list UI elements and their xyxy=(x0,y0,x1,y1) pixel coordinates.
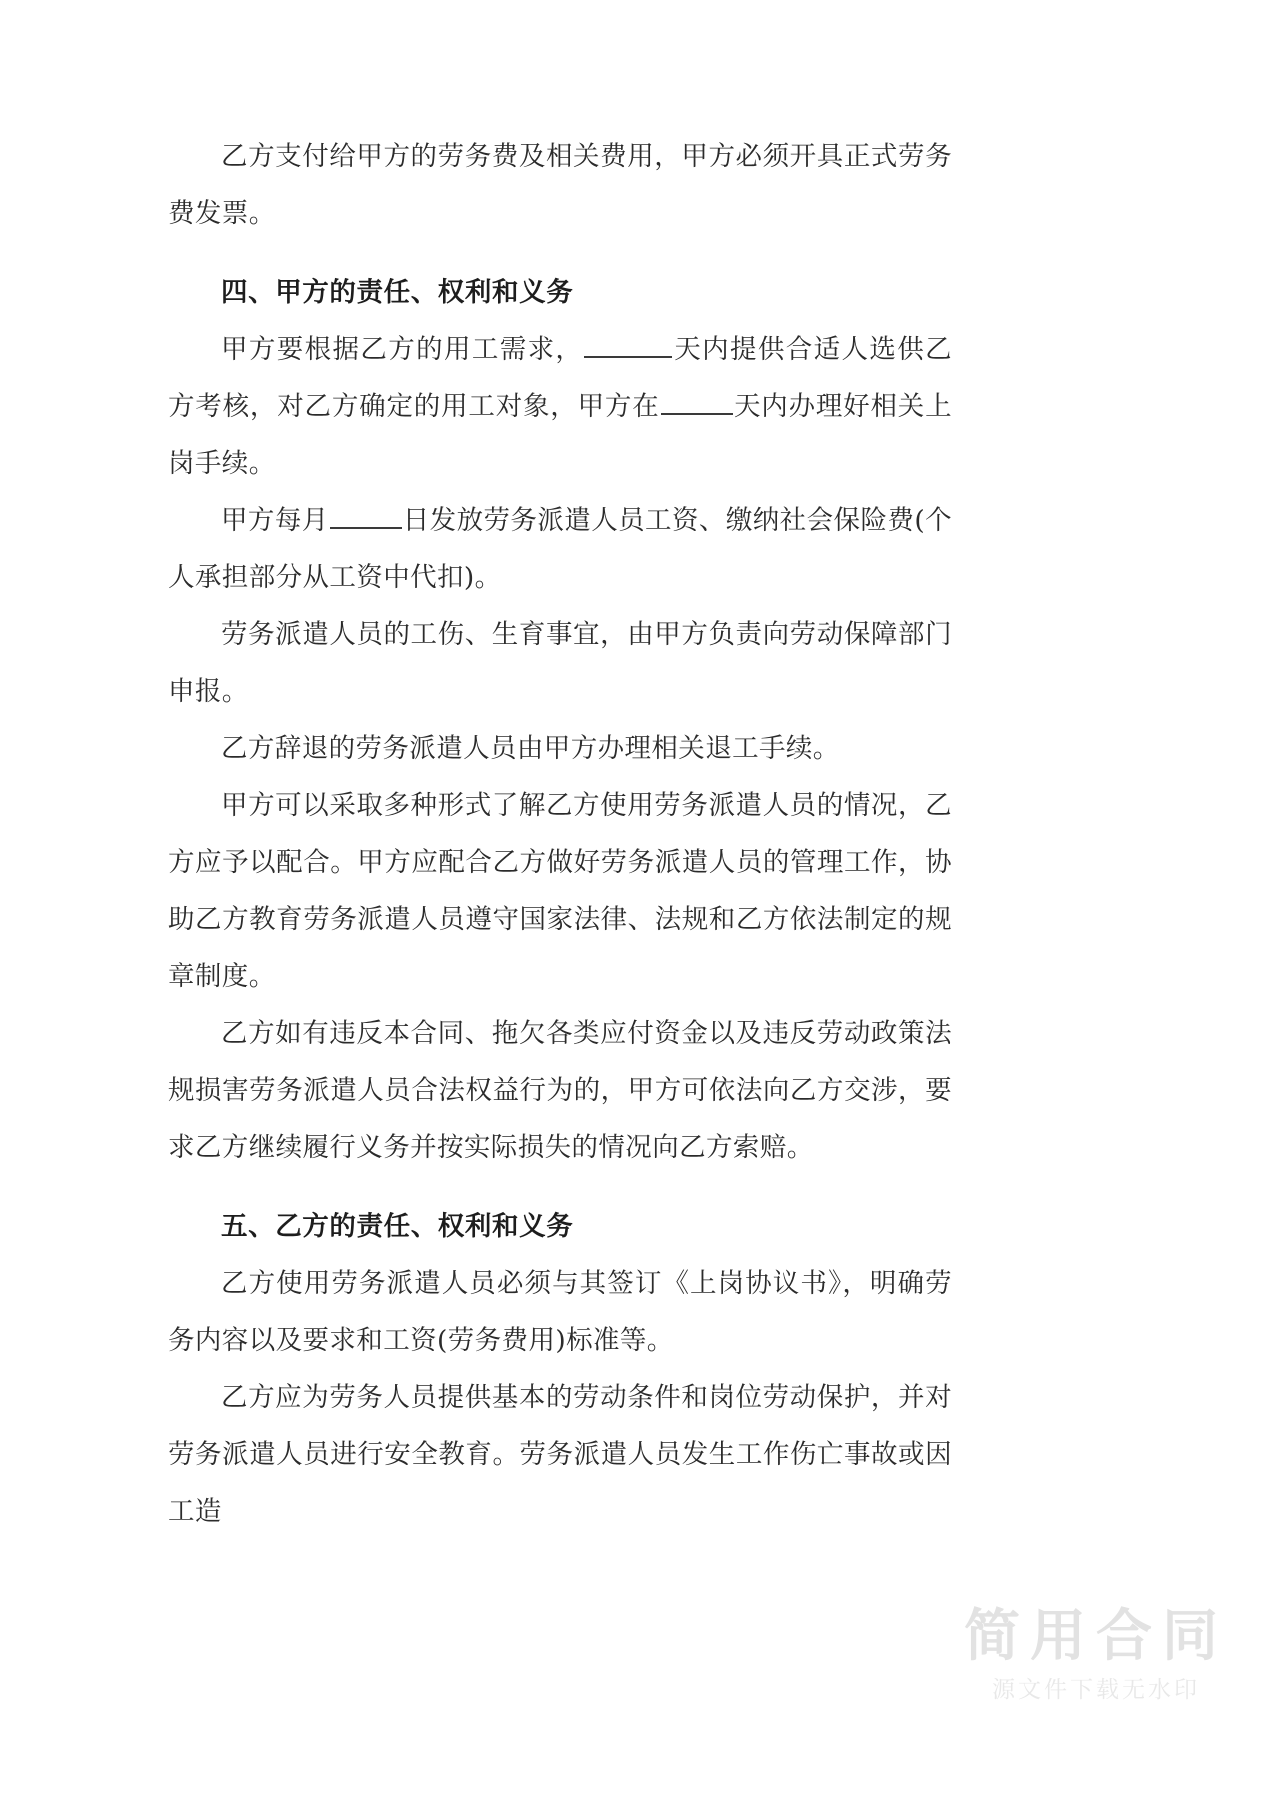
paragraph-candidate-supply xyxy=(168,321,952,492)
text-segment: 日发放劳务派遣人员工资、缴纳社会保险费(个人承担部分从工资中代扣)。 xyxy=(168,505,952,593)
text-segment: 天内提供合适人选供乙方考核，对乙方确定的用工对象，甲方在 xyxy=(168,334,953,422)
paragraph-working-conditions-safety: 乙方应为劳务人员提供基本的劳动条件和岗位劳动保护，并对劳务派遣人员进行安全教育。劳务派遣人员发生工作伤亡事故或因工造 xyxy=(168,1382,952,1527)
watermark-brand-text: 简用合同 xyxy=(964,1604,1228,1669)
paragraph-service-fee-invoice: 乙方支付给甲方的劳务费及相关费用，甲方必须开具正式劳务费发票。 xyxy=(168,141,952,229)
paragraph-onboarding-agreement: 乙方使用劳务派遣人员必须与其签订《上岗协议书》，明确劳务内容以及要求和工资(劳务费用)标准等。 xyxy=(168,1268,952,1356)
heading-section-four: 四、甲方的责任、权利和义务 xyxy=(221,277,574,308)
text-segment: 甲方每月 xyxy=(221,505,329,536)
text-segment: 甲方要根据乙方的用工需求， xyxy=(221,334,584,365)
paragraph-breach-remedies: 乙方如有违反本合同、拖欠各类应付资金以及违反劳动政策法规损害劳务派遣人员合法权益行为的，甲方可依法向乙方交涉，要求乙方继续履行义务并按实际损失的情况向乙方索赔。 xyxy=(168,1018,952,1163)
paragraph-injury-maternity-report: 劳务派遣人员的工伤、生育事宜，由甲方负责向劳动保障部门申报。 xyxy=(168,619,952,707)
heading-section-five: 五、乙方的责任、权利和义务 xyxy=(221,1211,574,1242)
blank-field-days-supply[interactable] xyxy=(584,328,672,358)
watermark-subtitle-text: 源文件下载无水印 xyxy=(992,1677,1200,1703)
text-segment: 天内办理好相关上岗手续。 xyxy=(168,391,953,479)
blank-field-days-onboarding[interactable] xyxy=(661,385,733,415)
blank-field-payday[interactable] xyxy=(330,499,402,529)
paragraph-dismissal-procedures: 乙方辞退的劳务派遣人员由甲方办理相关退工手续。 xyxy=(221,733,840,764)
paragraph-monthly-wage-payment xyxy=(168,492,952,606)
document-text-column xyxy=(168,128,952,1540)
paragraph-cooperation-management: 甲方可以采取多种形式了解乙方使用劳务派遣人员的情况，乙方应予以配合。甲方应配合乙方做好劳务派遣人员的管理工作，协助乙方教育劳务派遣人员遵守国家法律、法规和乙方依法制定的规章制度。 xyxy=(168,790,952,992)
watermark xyxy=(964,1604,1228,1703)
